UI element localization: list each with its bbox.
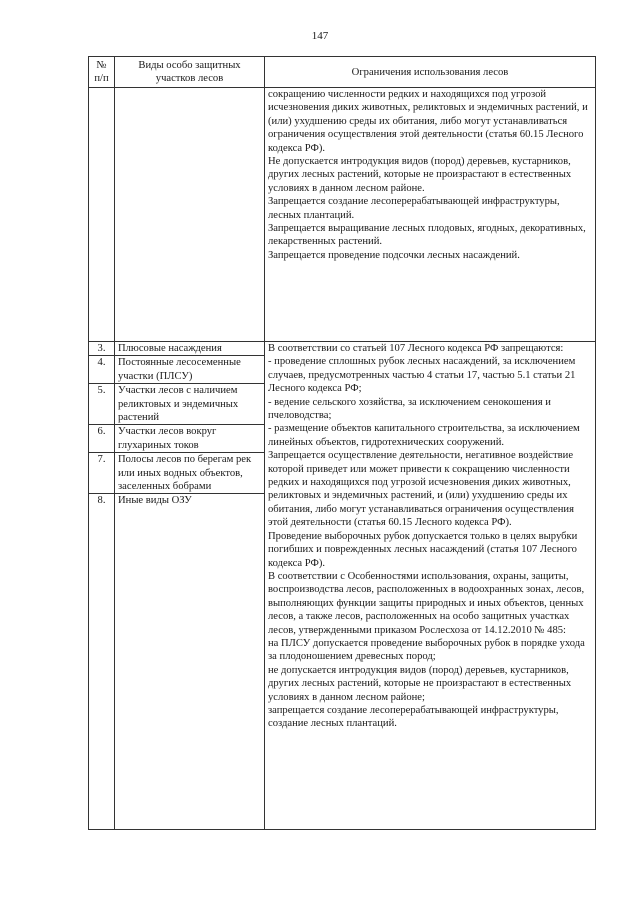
table-row (89, 342, 596, 356)
restriction-paragraph: запрещается создание лесоперерабатывающей инфраструктуры, создание лесных плантаций. (268, 704, 559, 730)
restrictions-table (88, 56, 596, 830)
forest-type (115, 425, 265, 453)
row-number: 8. (89, 494, 115, 830)
forest-type (115, 356, 265, 384)
restriction-paragraph: - размещение объектов капитального строительства, за исключением линейных объектов, гидротехнических сооружений. (268, 423, 580, 448)
restriction-paragraph: Запрещается создание лесоперерабатывающей инфраструктуры, лесных плантаций. (268, 196, 560, 221)
forest-type (115, 384, 265, 425)
restriction-paragraph: на ПЛСУ допускается проведение выборочных рубок в порядке ухода за плодоношением древесных пород; (268, 637, 585, 663)
restriction-paragraph: сокращению численности редких и находящихся под угрозой исчезновения диких животных, реликтовых и эндемичных растений, и (или) ухудшению среды их обитания, либо могут устанавливаться ограничения осуществления этой деятельности (статья 60.15 Лесного кодекса РФ). (268, 89, 588, 154)
table-row-continuation (89, 88, 596, 342)
table-header-row (89, 57, 596, 88)
forest-type (115, 494, 265, 830)
table-cell-restrictions-shared (265, 342, 596, 830)
header-forest-type: Виды особо защитных участков лесов (115, 57, 265, 88)
forest-type-label: Участки лесов с наличием реликтовых и эндемичных растений (118, 385, 239, 424)
forest-type-label: Иные виды ОЗУ (118, 495, 192, 507)
row-number: 6. (89, 425, 115, 453)
restriction-paragraph: В соответствии с Особенностями использования, охраны, защиты, воспроизводства лесов, расположенных в водоохранных зонах, лесов, выполняющих функции защиты природных и иных объектов, ценных лесов, а также лесов, расположенных на особо защитных участках лесов, утвержденными приказом Рослесхоза от 14.12.2010 № 485: (268, 570, 585, 636)
forest-type-label: Участки лесов вокруг глухариных токов (118, 426, 217, 451)
header-num: № п/п (89, 57, 115, 88)
restriction-paragraph: Запрещается осуществление деятельности, негативное воздействие которой приведет или может привести к сокращению численности редких и находящихся под угрозой исчезновения диких животных, реликтовых и эндемичных растений, и (или) ухудшению среды их обитания, либо могут устанавливаться ограничения осуществления этой деятельности (статья 60.15 Лесного кодекса РФ). (268, 450, 574, 529)
row-number: 5. (89, 384, 115, 425)
restriction-paragraph: - проведение сплошных рубок лесных насаждений, за исключением случаев, предусмотренных частью 4 статьи 17, частью 5.1 статьи 21 Лесного кодекса РФ; (268, 356, 576, 395)
table-cell-type (115, 88, 265, 342)
restriction-paragraph: не допускается интродукция видов (пород) деревьев, кустарников, других лесных растений, которые не произрастают в естественных условиях в данном лесном районе; (268, 664, 572, 703)
forest-type-label: Плюсовые насаждения (118, 343, 222, 354)
forest-type-label: Постоянные лесосеменные участки (ПЛСУ) (118, 357, 241, 382)
row-number: 7. (89, 453, 115, 494)
forest-type-label: Полосы лесов по берегам рек или иных водных объектов, заселенных бобрами (118, 454, 252, 493)
restriction-paragraph: Запрещается выращивание лесных плодовых, ягодных, декоративных, лекарственных растений. (268, 223, 586, 248)
forest-type (115, 342, 265, 356)
forest-type (115, 453, 265, 494)
restriction-paragraph: - ведение сельского хозяйства, за исключением сенокошения и пчеловодства; (268, 396, 551, 422)
restriction-paragraph: Не допускается интродукция видов (пород) деревьев, кустарников, других лесных растений, которые не произрастают в естественных условиях в данном лесном районе. (268, 156, 572, 194)
row-number: 3. (89, 342, 115, 356)
row-number: 4. (89, 356, 115, 384)
restriction-paragraph: Запрещается проведение подсочки лесных насаждений. (268, 249, 520, 261)
restriction-paragraph: В соответствии со статьей 107 Лесного кодекса РФ запрещаются: (268, 343, 564, 354)
page-number: 147 (311, 30, 329, 42)
restriction-paragraph: Проведение выборочных рубок допускается только в целях вырубки погибших и поврежденных лесных насаждений (статья 107 Лесного кодекса РФ). (268, 530, 578, 569)
header-restrictions: Ограничения использования лесов (265, 57, 596, 88)
table-cell-num (89, 88, 115, 342)
table-cell-restrictions (265, 88, 596, 342)
